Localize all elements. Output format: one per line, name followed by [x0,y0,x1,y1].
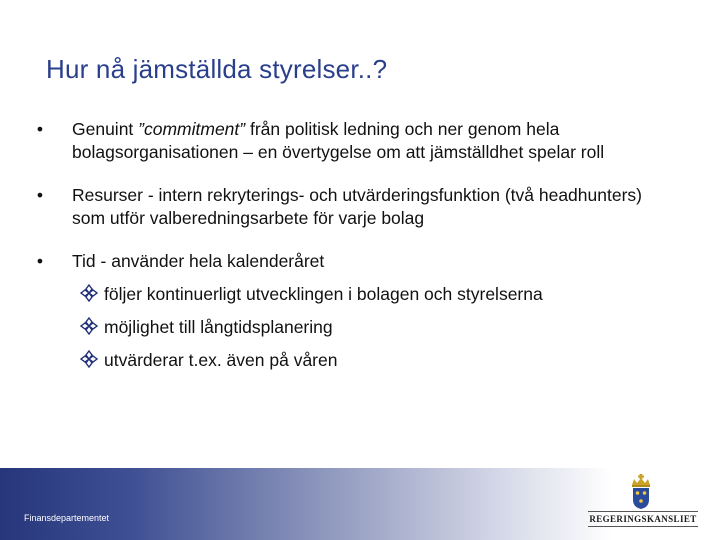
sub-bullet-item [30,316,670,339]
bullet-text-emphasis: ”commitment” [138,119,246,139]
sub-bullet-text: utvärderar t.ex. även på våren [104,350,338,370]
bullet-text-pre: Genuint [72,119,139,139]
sub-bullet-text: möjlighet till långtidsplanering [104,317,333,337]
sub-bullet-text: följer kontinuerligt utvecklingen i bolagen och styrelserna [104,284,543,304]
bullet-dot: • [36,185,44,205]
diamond-bullet-icon [80,317,98,335]
bullet-item-resurser [30,184,670,230]
logo-wordmark: REGERINGSKANSLIET [589,514,697,524]
sub-bullet-item [30,283,670,306]
diamond-bullet-icon [80,350,98,368]
sub-bullet-item [30,349,670,372]
bullet-text: Tid - använder hela kalenderåret [72,251,325,271]
bullet-text-post: från politisk ledning och ner genom hela bolagsorganisationen – en övertygelse om att jämställdhet spelar roll [72,119,605,162]
bullet-text: Resurser - intern rekryterings- och utvärderingsfunktion (två headhunters) som utför valberedningsarbete för varje bolag [72,185,642,228]
logo-rule [588,511,698,512]
crown-emblem-icon [626,474,656,510]
bullet-list [30,118,670,382]
logo-rule [588,526,698,527]
bullet-item-commitment [30,118,670,164]
bullet-item-tid [30,250,670,372]
bullet-dot: • [36,251,44,271]
regeringskansliet-logo [588,474,698,530]
slide-title: Hur nå jämställda styrelser..? [46,54,388,84]
footer-department-label: Finansdepartementet [24,513,110,523]
sub-bullet-list [30,283,670,372]
diamond-bullet-icon [80,284,98,302]
bullet-dot: • [36,119,44,139]
